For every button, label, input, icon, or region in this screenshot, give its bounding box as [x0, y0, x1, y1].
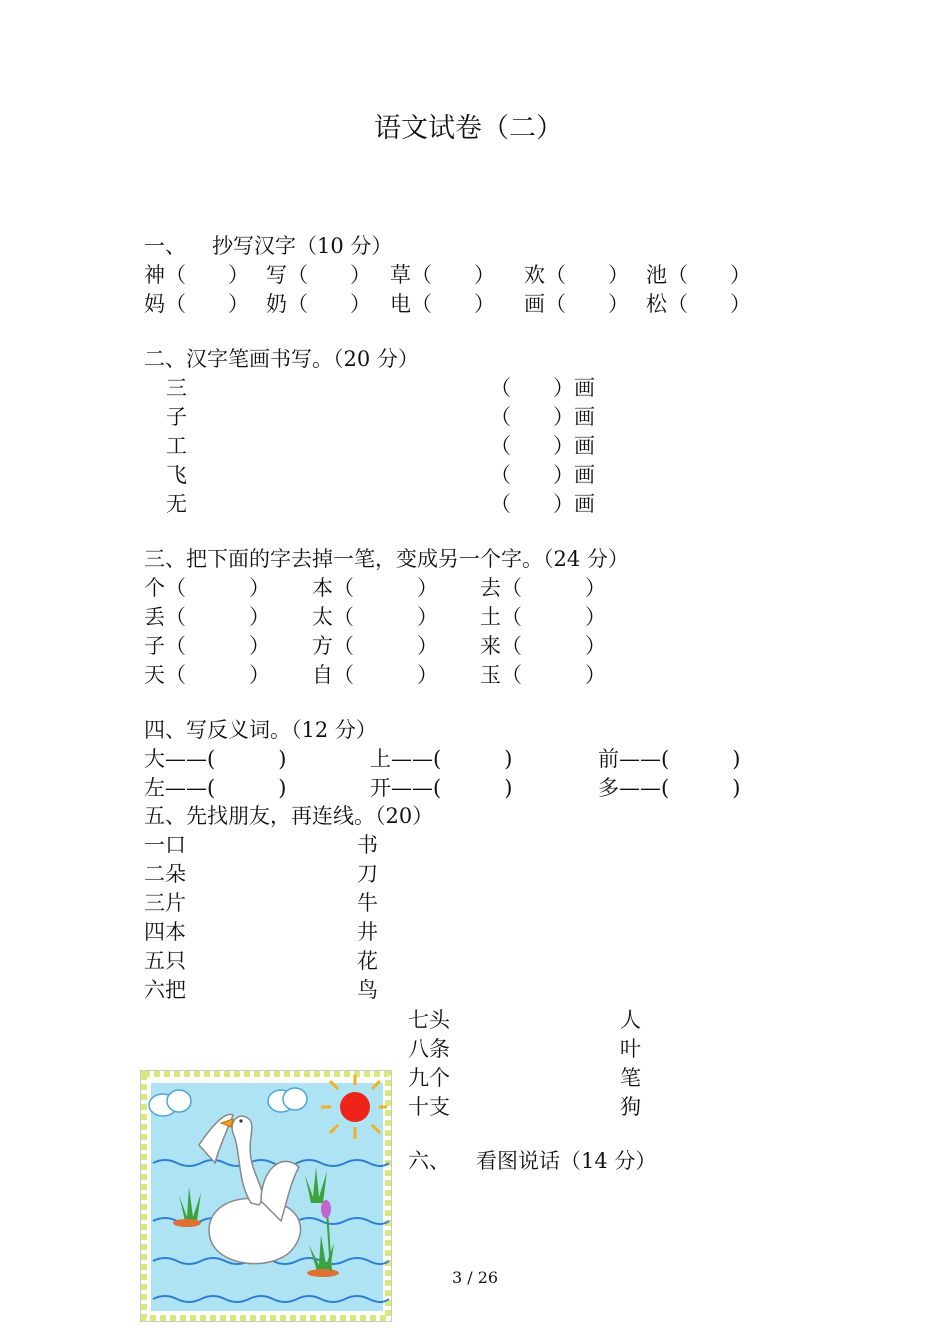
match-right: 叶 — [620, 1037, 641, 1061]
section-1-number: 一、 — [144, 234, 186, 258]
match-left: 五只 — [144, 949, 186, 973]
section-3-heading: 三、把下面的字去掉一笔，变成另一个字。（24 分） — [144, 547, 629, 571]
antonym-item: 多——( ) — [598, 776, 741, 800]
stroke-count-blank: （ ）画 — [490, 492, 595, 516]
antonym-item: 前——( ) — [598, 747, 741, 771]
copy-item: 松（ ） — [646, 292, 751, 316]
match-right: 人 — [620, 1008, 641, 1032]
match-left: 九个 — [408, 1066, 450, 1090]
antonym-item: 大——( ) — [144, 747, 287, 771]
match-right: 花 — [357, 949, 378, 973]
antonym-item: 左——( ) — [144, 776, 287, 800]
remove-stroke-item: 去（ ） — [480, 576, 606, 600]
page-number: 3 / 26 — [452, 1268, 499, 1287]
copy-item: 写（ ） — [266, 263, 371, 287]
section-5-heading: 五、先找朋友，再连线。（20） — [144, 804, 434, 828]
match-right: 牛 — [357, 891, 378, 915]
match-left: 八条 — [408, 1037, 450, 1061]
match-left: 三片 — [144, 891, 186, 915]
match-left: 六把 — [144, 978, 186, 1002]
section-6-heading: 看图说话（14 分） — [476, 1149, 657, 1173]
swan-drawing-image — [140, 1070, 392, 1322]
section-6-number: 六、 — [408, 1149, 450, 1173]
match-right: 狗 — [620, 1095, 641, 1119]
stroke-char: 无 — [166, 492, 187, 516]
section-2-heading: 二、汉字笔画书写。（20 分） — [144, 347, 419, 371]
remove-stroke-item: 方（ ） — [312, 634, 438, 658]
match-left: 七头 — [408, 1008, 450, 1032]
antonym-item: 上——( ) — [370, 747, 513, 771]
copy-item: 妈（ ） — [144, 292, 249, 316]
stroke-char: 工 — [166, 434, 187, 458]
match-left: 四本 — [144, 920, 186, 944]
section-4-heading: 四、写反义词。（12 分） — [144, 718, 377, 742]
stroke-count-blank: （ ）画 — [490, 434, 595, 458]
remove-stroke-item: 丢（ ） — [144, 605, 270, 629]
remove-stroke-item: 本（ ） — [312, 576, 438, 600]
match-left: 一口 — [144, 833, 186, 857]
copy-item: 电（ ） — [390, 292, 495, 316]
stroke-count-blank: （ ）画 — [490, 376, 595, 400]
match-right: 笔 — [620, 1066, 641, 1090]
copy-item: 神（ ） — [144, 263, 249, 287]
stroke-char: 子 — [166, 405, 187, 429]
copy-item: 画（ ） — [524, 292, 629, 316]
match-right: 书 — [357, 833, 378, 857]
copy-item: 池（ ） — [646, 263, 751, 287]
remove-stroke-item: 子（ ） — [144, 634, 270, 658]
match-left: 十支 — [408, 1095, 450, 1119]
stroke-count-blank: （ ）画 — [490, 463, 595, 487]
remove-stroke-item: 土（ ） — [480, 605, 606, 629]
match-right: 井 — [357, 920, 378, 944]
match-left: 二朵 — [144, 862, 186, 886]
stroke-char: 飞 — [166, 463, 187, 487]
remove-stroke-item: 自（ ） — [312, 663, 438, 687]
remove-stroke-item: 来（ ） — [480, 634, 606, 658]
match-right: 鸟 — [357, 978, 378, 1002]
match-right: 刀 — [357, 862, 378, 886]
section-1-heading: 抄写汉字（10 分） — [212, 234, 393, 258]
antonym-item: 开——( ) — [370, 776, 513, 800]
remove-stroke-item: 太（ ） — [312, 605, 438, 629]
remove-stroke-item: 个（ ） — [144, 576, 270, 600]
remove-stroke-item: 玉（ ） — [480, 663, 606, 687]
page-title: 语文试卷（二） — [374, 113, 563, 144]
stroke-count-blank: （ ）画 — [490, 405, 595, 429]
copy-item: 奶（ ） — [266, 292, 371, 316]
copy-item: 欢（ ） — [524, 263, 629, 287]
remove-stroke-item: 天（ ） — [144, 663, 270, 687]
copy-item: 草（ ） — [390, 263, 495, 287]
stroke-char: 三 — [166, 376, 187, 400]
